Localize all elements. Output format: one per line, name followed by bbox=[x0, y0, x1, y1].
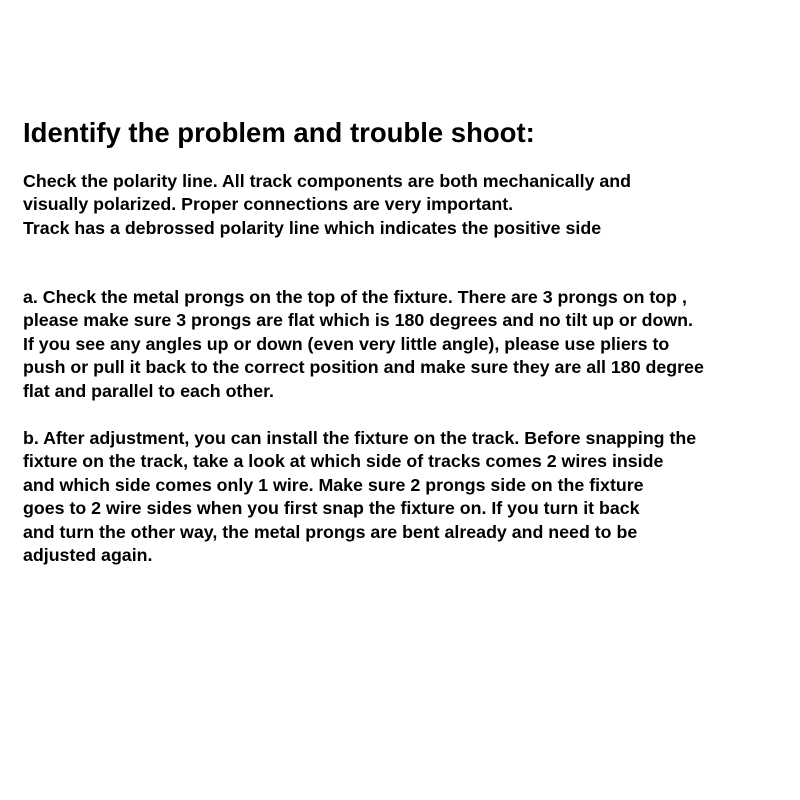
step-a-line: flat and parallel to each other. bbox=[23, 380, 274, 401]
step-a-line: If you see any angles up or down (even very little angle), please use pliers to bbox=[23, 333, 670, 354]
intro-line: visually polarized. Proper connections are very important. bbox=[23, 194, 514, 215]
step-b-line: fixture on the track, take a look at which side of tracks comes 2 wires inside bbox=[23, 451, 664, 472]
intro-line: Check the polarity line. All track components are both mechanically and bbox=[23, 171, 632, 191]
step-b-paragraph bbox=[23, 427, 696, 567]
polarity-intro-paragraph bbox=[23, 170, 631, 240]
step-a-line: please make sure 3 prongs are flat which is 180 degrees and no tilt up or down. bbox=[23, 310, 693, 331]
step-b-line: and turn the other way, the metal prongs are bent already and need to be bbox=[23, 521, 638, 542]
step-a-line: a. Check the metal prongs on the top of the fixture. There are 3 prongs on top , bbox=[23, 287, 687, 307]
step-a-paragraph bbox=[23, 286, 704, 403]
step-b-line: goes to 2 wire sides when you first snap the fixture on. If you turn it back bbox=[23, 498, 640, 519]
intro-line: Track has a debrossed polarity line which indicates the positive side bbox=[23, 217, 602, 238]
step-b-line: b. After adjustment, you can install the fixture on the track. Before snapping the bbox=[23, 428, 697, 448]
step-b-line: and which side comes only 1 wire. Make sure 2 prongs side on the fixture bbox=[23, 474, 644, 495]
page-title: Identify the problem and trouble shoot: bbox=[23, 117, 535, 148]
step-a-line: push or pull it back to the correct position and make sure they are all 180 degree bbox=[23, 357, 704, 378]
step-b-line: adjusted again. bbox=[23, 545, 153, 566]
